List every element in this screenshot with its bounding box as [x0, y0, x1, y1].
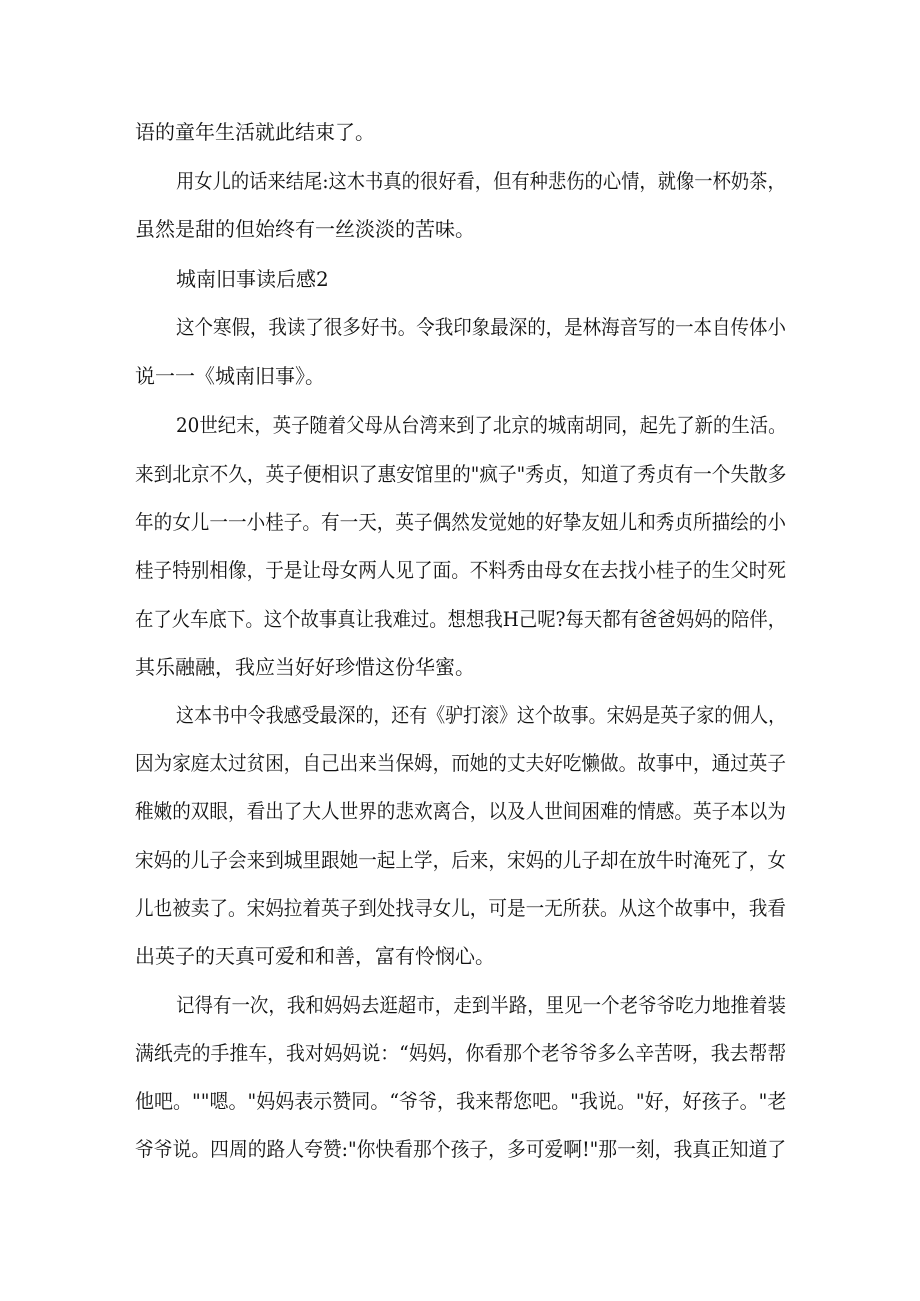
- text-line: 语的童年生活就此结束了。: [135, 120, 375, 144]
- paragraph-line: [0, 507, 920, 537]
- text-line: 其乐融融，我应当好好珍惜这份华蜜。: [135, 655, 475, 679]
- text-line: 说一一《城南旧事》。: [135, 364, 325, 388]
- text-line: 20世纪末，英子随着父母从台湾来到了北京的城南胡同，起先了新的生活。: [176, 413, 787, 437]
- text-line: 满纸壳的手推车，我对妈妈说：“妈妈，你看那个老爷爷多么辛苦呀，我去帮帮: [135, 1041, 787, 1065]
- text-line: 虽然是甜的但始终有一丝淡淡的苦味。: [135, 217, 475, 241]
- paragraph-line: [0, 1038, 920, 1068]
- paragraph-line: [0, 796, 920, 826]
- paragraph-line: [0, 652, 920, 682]
- text-line: 儿也被卖了。宋妈拉着英子到处找寻女儿，可是一无所获。从这个故事中，我看: [135, 896, 786, 920]
- paragraph-line: [0, 700, 920, 730]
- text-line: 宋妈的儿子会来到城里跟她一起上学，后来，宋妈的儿子却在放牛时淹死了，女: [135, 848, 786, 872]
- text-line: 在了火车底下。这个故事真让我难过。想想我H己呢?每天都有爸爸妈妈的陪伴，: [135, 607, 787, 631]
- paragraph-line: [0, 166, 920, 196]
- section-heading: [0, 264, 920, 294]
- text-line: 桂子特别相像，于是让母女两人见了面。不料秀由母女在去找小桂子的生父时死: [135, 558, 786, 582]
- paragraph-line: [0, 410, 920, 440]
- paragraph-line: [0, 990, 920, 1020]
- heading-text: 城南旧事读后感2: [176, 267, 329, 291]
- text-line: 这个寒假，我读了很多好书。令我印象最深的，是林海音写的一本自传体小: [176, 315, 786, 339]
- text-line: 来到北京不久，英子便相识了惠安馆里的"疯子"秀贞，知道了秀贞有一个失散多: [135, 462, 787, 486]
- paragraph-line: [0, 214, 920, 244]
- text-line: 稚嫩的双眼，看出了大人世界的悲欢离合，以及人世间困难的情感。英子本以为: [135, 799, 786, 823]
- text-line: 爷爷说。四周的路人夸赞:"你快看那个孩子，多可爱啊!"那一刻，我真正知道了: [135, 1137, 787, 1161]
- text-line: 这本书中令我感受最深的，还有《驴打滚》这个故事。宋妈是英子家的佣人，: [176, 703, 787, 727]
- paragraph-line: [0, 845, 920, 875]
- paragraph-line: [0, 117, 920, 147]
- paragraph-line: [0, 459, 920, 489]
- text-line: 记得有一次，我和妈妈去逛超市，走到半路，里见一个老爷爷吃力地推着装: [176, 993, 786, 1017]
- paragraph-line: [0, 604, 920, 634]
- paragraph-line: [0, 361, 920, 391]
- text-line: 因为家庭太过贫困，自己出来当保姆，而她的丈夫好吃懒做。故事中，通过英子: [135, 751, 786, 775]
- paragraph-line: [0, 893, 920, 923]
- paragraph-line: [0, 1134, 920, 1164]
- paragraph-line: [0, 748, 920, 778]
- paragraph-line: [0, 941, 920, 971]
- paragraph-line: [0, 312, 920, 342]
- paragraph-line: [0, 555, 920, 585]
- text-line: 出英子的天真可爱和和善，富有怜悯心。: [135, 944, 495, 968]
- text-line: 年的女儿一一小桂子。有一天，英子偶然发觉她的好挚友妞儿和秀贞所描绘的小: [135, 510, 786, 534]
- paragraph-line: [0, 1086, 920, 1116]
- text-line: 用女儿的话来结尾:这木书真的很好看，但有种悲伤的心情，就像一杯奶茶，: [176, 169, 786, 193]
- text-line: 他吧。""嗯。"妈妈表示赞同。“爷爷，我来帮您吧。"我说。"好，好孩子。"老: [135, 1089, 787, 1113]
